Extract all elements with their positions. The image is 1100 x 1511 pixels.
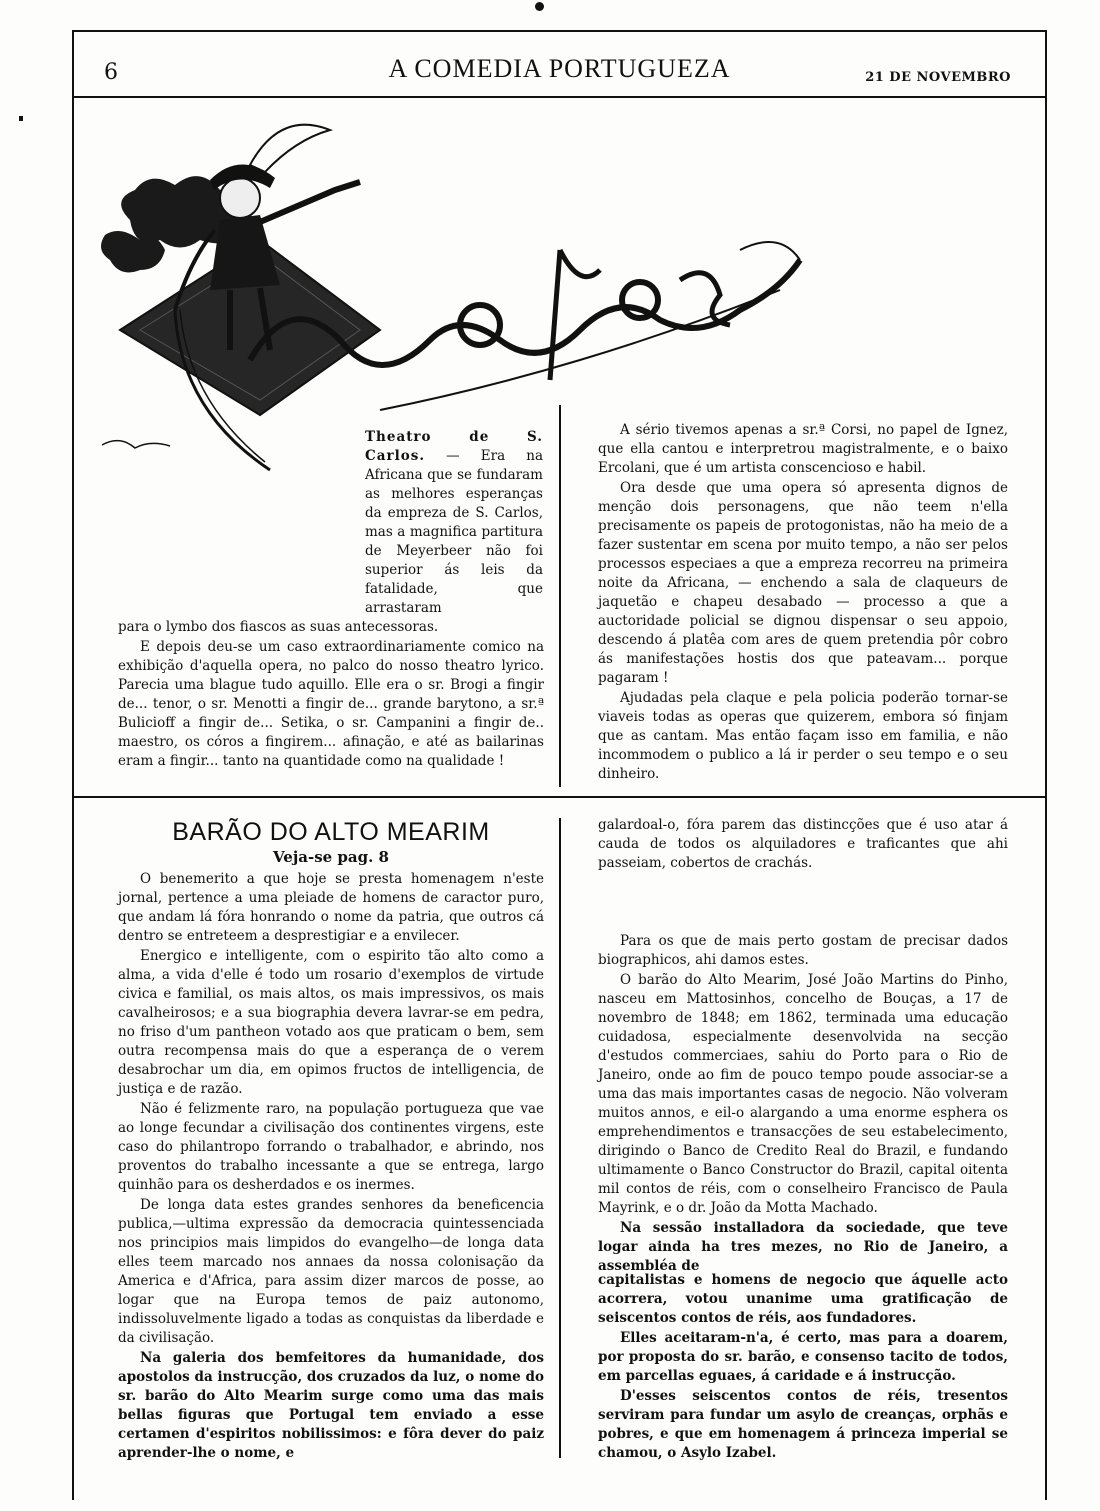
barao-paragraph: capitalistas e homens de negocio que áquelle acto acorrera, votou unanime uma gratificação de seiscentos contos de réis, aos fundadores. — [598, 1272, 1008, 1326]
barao-right-biography — [598, 932, 1008, 1277]
barao-paragraph: Não é felizmente raro, na população portugueza que vae ao longe fecundar a civilisação dos continentes virgens, este caso do philantropo forrando o trabalhador, e abrindo, nos proventos do trabalho incessante a que se entrega, largo quinhão para os desherdados e os inermes. — [118, 1101, 544, 1193]
barao-paragraph: Na sessão installadora da sociedade, que teve logar ainda ha tres mezes, no Rio de Janeiro, a assembléa de — [598, 1220, 1008, 1274]
barao-paragraph: Para os que de mais perto gostam de precisar dados biographicos, ahi damos estes. — [598, 933, 1008, 968]
ink-mark — [19, 116, 23, 121]
masthead: A COMEDIA PORTUGUEZA — [388, 54, 731, 83]
barao-right-bottom — [598, 1271, 1008, 1464]
barao-paragraph: galardoal-o, fóra parem das distincções que é uso atar á cauda de todos os alquiladores e traficantes que ahi passeiam, cobertos de crachás. — [598, 817, 1008, 871]
ink-spot — [535, 2, 544, 11]
barao-paragraph: O barão do Alto Mearim, José João Martins do Pinho, nasceu em Mattosinhos, concelho de Bouças, a 17 de novembro de 1848; em 1862, terminada uma educação cuidadosa, especialmente desenvolvida na secção d'estudos commerciaes, sahiu do Porto para o Rio de Janeiro, onde ao fim de pouco tempo poude associar-se a uma das mais importantes casas de negocio. Não volveram muitos annos, e eil-o alargando a uma enorme esphera os emprehendimentos e transacções de seu estabelecimento, dirigindo o Banco de Credito Real do Brazil, e fundando ultimamente o Banco Constructor do Brazil, capital oitenta mil contos de réis, com o conselheiro Francisco de Paula Mayrink, e o dr. João da Motta Machado. — [598, 972, 1008, 1216]
theatros-paragraph: Ajudadas pela claque e pela policia poderão tornar-se viaveis todas as operas que quizerem, embora só finjam que as cantam. Mas então façam isso em familia, e não incommodem o publico a lá ir perder o seu tempo e o seu dinheiro. — [598, 690, 1008, 782]
column-rule-top — [559, 405, 561, 787]
theatros-right-column — [598, 421, 1008, 785]
section-rule — [74, 796, 1045, 798]
barao-left-column — [118, 870, 544, 1464]
page-number: 6 — [104, 60, 118, 85]
barao-paragraph: O benemerito a que hoje se presta homenagem n'este jornal, pertence a uma pleiade de homens de caractor puro, que andam lá fóra honrando o nome da patria, que outros cá dentro se entreteem a desprestigiar e a envilecer. — [118, 871, 544, 944]
theatros-left-column — [118, 618, 544, 772]
barao-paragraph: Energico e intelligente, com o espirito tão alto como a alma, a vida d'elle é todo um rosario d'exemplos de virtude civica e familial, os mais altos, os mais impressivos, os mais cavalheirosos; e a sua biographia devera lavrar-se em pedra, no friso d'um pantheon votado aos que praticam o bem, sem outra recompensa mais do que a esperança de o verem desabrochar um dia, em opimos fructos de intelligencia, de justiça e de razão. — [118, 948, 544, 1097]
theatros-paragraph: Ora desde que uma opera só apresenta dignos de menção dois personagens, que não teem n'ella precisamente os papeis de protogonistas, não ha meio de a fazer sustentar em scena por muito tempo, a não ser pelos processos especiaes a que a empreza recorreu na primeira noite da Africana, — enchendo a sala de claqueurs de jaquetão e chapeu desabado — processo a que a auctoridade policial se dignou dispensar o seu appoio, descendo á platêa com ares de quem pretendia pôr cobro ás manifestações hostis dos que pateavam... porque pagaram ! — [598, 480, 1008, 686]
article-subtitle: Veja-se pag. 8 — [273, 848, 389, 866]
barao-paragraph: D'esses seiscentos contos de réis, tresentos serviram para fundar um asylo de creanças, orphãs e pobres, e que em homenagem á princeza imperial se chamou, o Asylo Izabel. — [598, 1388, 1008, 1461]
issue-date: 21 DE NOVEMBRO — [865, 70, 1011, 85]
barao-right-continuation — [598, 816, 1008, 874]
theatros-lead: Theatro de S. Carlos. — [365, 429, 543, 464]
barao-paragraph: Elles aceitaram-n'a, é certo, mas para a doarem, por proposta do sr. barão, e consenso tacito de todos, em parcellas eguaes, á caridade e á instrucção. — [598, 1330, 1008, 1384]
theatros-p1-wide: para o lymbo dos fiascos as suas antecessoras. — [118, 619, 439, 635]
theatros-intro — [365, 428, 543, 619]
theatros-paragraph: E depois deu-se um caso extraordinariamente comico na exhibição d'aquella opera, no palco do nosso theatro lyrico. Parecia uma blague tudo aquillo. Elle era o sr. Brogi a fingir de... tenor, o sr. Menotti a fingir de... grande barytono, a sr.ª Bulicioff a fingir de... Setika, o sr. Campanini a fingir de.. maestro, os córos a fingirem... afinação, e até as bailarinas eram a fingir... tanto na quantidade como na qualidade ! — [118, 639, 544, 769]
page-header — [74, 32, 1045, 98]
column-rule-bottom — [559, 818, 561, 1458]
barao-paragraph: Na galeria dos bemfeitores da humanidade, dos apostolos da instrucção, dos cruzados da luz, o nome do sr. barão do Alto Mearim surge como uma das mais bellas figuras que Portugal tem enviado a esse certamen d'espiritos nobilissimos: e fôra dever do paiz aprender-lhe o nome, e — [118, 1350, 544, 1461]
barao-paragraph: De longa data estes grandes senhores da beneficencia publica,—ultima expressão da democracia quintessenciada nos principios mais limpidos do evangelho—de longa data elles teem marcado nos annaes da nossa colonisação da America e d'Africa, para assim dizer marcos de posse, ao logar que na Europa temos de paiz autonomo, indissoluvelmente ligado a todas as conquistas da liberdade e da civilisação. — [118, 1197, 544, 1346]
theatros-p1-narrow: — Era na Africana que se fundaram as melhores esperanças da empreza de S. Carlos, mas a magnifica partitura de Meyerbeer não foi superior ás leis da fatalidade, que arrastaram — [365, 448, 544, 616]
theatros-paragraph: A sério tivemos apenas a sr.ª Corsi, no papel de Ignez, que ella cantou e interpretrou magistralmente, e o baixo Ercolani, que é um artista conscencioso e habil. — [598, 422, 1008, 476]
article-title: BARÃO DO ALTO MEARIM — [172, 818, 490, 846]
